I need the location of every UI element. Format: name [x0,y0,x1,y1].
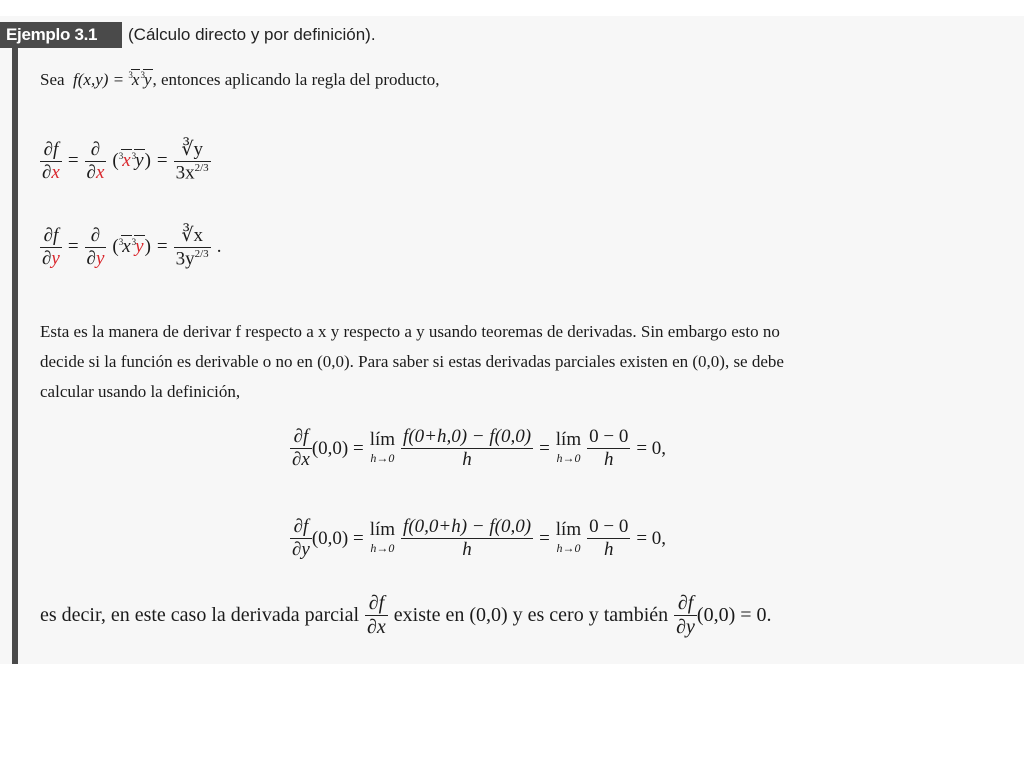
example-title: (Cálculo directo y por definición). [128,25,376,44]
intro-tail: , entonces aplicando la regla del producto, [152,70,440,89]
partial-f-partial-x: $\frac{\partial f}{\partial x}$ [42,138,60,183]
product-expression: $(^3x^3y)$ [112,236,151,258]
zero-quotient: $\frac{0 - 0}{h}$ [589,426,629,470]
equals-sign: = [156,236,168,258]
left-accent-bar [12,48,18,664]
result-fraction-y: $\frac{∛x}{3y^{2/3}}$ [175,225,209,270]
cube-root-y: $^3$y [140,70,152,89]
zero-quotient: $\frac{0 - 0}{h}$ [589,516,629,560]
limit-operator: lím h→0 [555,518,582,555]
definition-y-equation [290,516,672,561]
paragraph-line-1: Esta es la manera de derivar f respecto a x y respecto a y usando teoremas de derivadas. Sin embargo esto no [40,322,780,341]
paragraph-line-2: decide si la función es derivable o no en (0,0). Para saber si estas derivadas parciales existen en (0,0), se debe [40,352,784,371]
limit-operator: lím h→0 [555,428,582,465]
equals-sign: = [156,150,168,172]
equals-sign: = [67,150,79,172]
difference-quotient: $\frac{f(0+h,0) - f(0,0)}{h}$ [403,426,532,470]
intro-function: f(x,y) = [73,70,125,89]
derivative-y-equation [40,224,227,270]
derivative-x-equation [40,138,217,184]
conclusion-post: (0,0) = 0. [696,604,772,626]
period: . [216,236,222,258]
limit-operator: lím h→0 [369,518,396,555]
def-partial-x: $\frac{\partial f}{\partial x}$ [292,426,310,470]
conclusion-partial-y: $\frac{\partial f}{\partial y}$ [676,592,695,638]
cube-root-x: $^3$x [128,70,140,89]
limit-operator: lím h→0 [369,428,396,465]
equals-sign: = [539,437,550,459]
partial-operator-y: $\frac{\partial}{\partial y}$ [86,224,105,269]
def-point: (0,0) = [311,437,364,459]
paragraph-line-3: calcular usando la definición, [40,382,241,401]
def-result: = 0, [636,437,667,459]
conclusion-partial-x: $\frac{\partial f}{\partial x}$ [367,592,386,638]
result-fraction-x: $\frac{∛y}{3x^{2/3}}$ [175,139,209,184]
conclusion-pre: es decir, en este caso la derivada parcial [40,604,360,626]
intro-sea: Sea [40,70,65,89]
def-point: (0,0) = [311,527,364,549]
def-partial-y: $\frac{\partial f}{\partial y}$ [292,516,310,560]
intro-line [40,70,440,92]
def-result: = 0, [636,527,667,549]
product-expression: $(^3x^3y)$ [112,150,151,172]
definition-x-equation [290,426,672,471]
conclusion-line [40,592,778,639]
equals-sign: = [67,236,79,258]
partial-operator-x: $\frac{\partial}{\partial x}$ [86,138,105,183]
example-label: Ejemplo 3.1 [0,22,122,48]
partial-f-partial-y: $\frac{\partial f}{\partial y}$ [42,224,60,269]
difference-quotient: $\frac{f(0,0+h) - f(0,0)}{h}$ [403,516,532,560]
conclusion-mid: existe en (0,0) y es cero y también [393,604,669,626]
equals-sign: = [539,527,550,549]
